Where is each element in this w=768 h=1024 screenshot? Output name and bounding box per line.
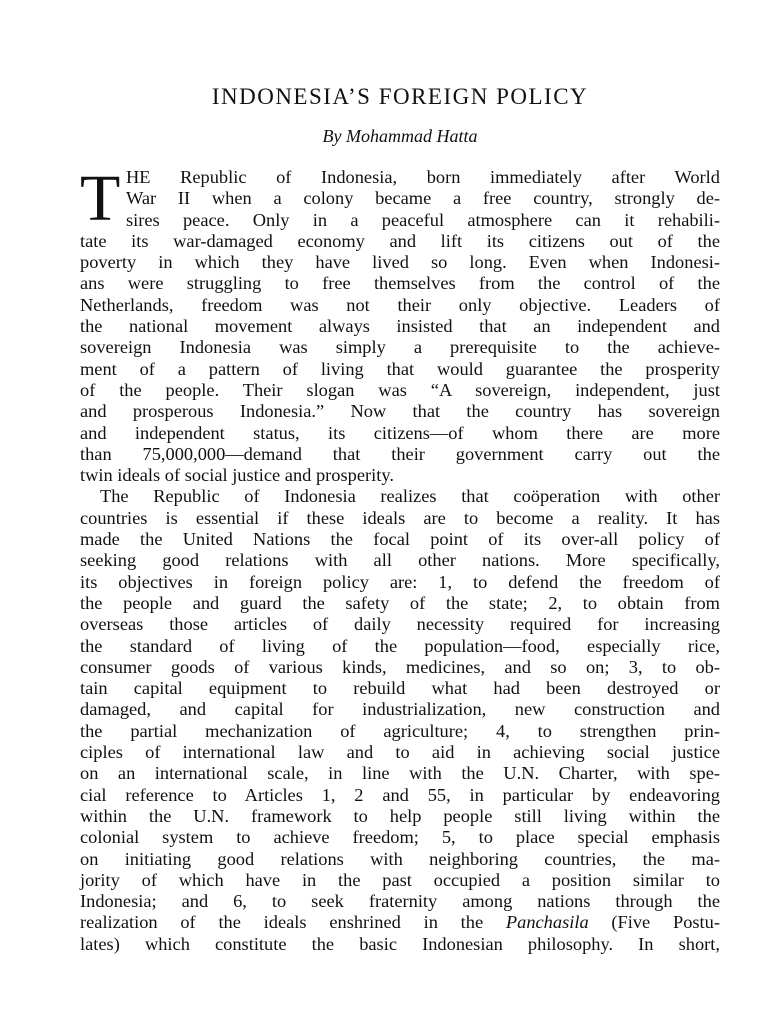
text-line: the partial mechanization of agriculture; 4, to strengthen prin-: [80, 720, 720, 741]
article-title: INDONESIA’S FOREIGN POLICY: [211, 84, 589, 109]
text-line: jority of which have in the past occupied a position similar to: [80, 869, 720, 890]
text-line: poverty in which they have lived so long. Even when Indonesi-: [80, 252, 720, 273]
text-line: War II when a colony became a free country, strongly de-: [126, 188, 720, 209]
text-line: lates) which constitute the basic Indonesian philosophy. In short,: [80, 933, 720, 954]
drop-cap: T: [80, 162, 121, 235]
text-fragment: realization of the ideals enshrined in the: [80, 912, 506, 933]
text-line: and prosperous Indonesia.” Now that the country has sovereign: [80, 401, 720, 422]
text-line: damaged, and capital for industrialization, new construction and: [80, 699, 720, 720]
paragraph-2: [80, 486, 720, 955]
text-line: The Republic of Indonesia realizes that coöperation with other: [100, 486, 720, 507]
text-line: on initiating good relations with neighboring countries, the ma-: [80, 848, 720, 869]
text-line: sovereign Indonesia was simply a prerequisite to the achieve-: [80, 337, 720, 358]
text-line: the people and guard the safety of the state; 2, to obtain from: [80, 592, 720, 613]
text-line: ciples of international law and to aid in achieving social justice: [80, 742, 720, 763]
text-line: tate its war-damaged economy and lift its citizens out of the: [80, 230, 720, 251]
text-line: countries is essential if these ideals are to become a reality. It has: [80, 507, 720, 528]
text-line: its objectives in foreign policy are: 1, to defend the freedom of: [80, 571, 720, 592]
document-page: [80, 82, 720, 955]
text-line: the national movement always insisted that an independent and: [80, 316, 720, 337]
text-line: twin ideals of social justice and prosperity.: [80, 465, 394, 486]
text-line: tain capital equipment to rebuild what had been destroyed or: [80, 678, 720, 699]
text-line: cial reference to Articles 1, 2 and 55, in particular by endeavoring: [80, 784, 720, 805]
text-line: on an international scale, in line with the U.N. Charter, with spe-: [80, 763, 720, 784]
text-line: colonial system to achieve freedom; 5, to place special emphasis: [80, 827, 720, 848]
article-body: [80, 162, 720, 955]
article-byline: By Mohammad Hatta: [322, 126, 478, 146]
text-line: seeking good relations with all other nations. More specifically,: [80, 550, 720, 571]
text-fragment: (Five Postu-: [588, 912, 720, 933]
text-line: sires peace. Only in a peaceful atmosphere can it rehabili-: [126, 209, 720, 230]
paragraph-1: [80, 162, 720, 486]
text-line: ment of a pattern of living that would guarantee the prosperity: [80, 358, 720, 379]
text-line: and independent status, its citizens—of whom there are more: [80, 422, 720, 443]
text-line: HE Republic of Indonesia, born immediately after World: [126, 167, 720, 187]
text-line: Netherlands, freedom was not their only objective. Leaders of: [80, 294, 720, 315]
text-line: [80, 912, 720, 933]
italic-term: Panchasila: [505, 912, 589, 933]
text-line: than 75,000,000—demand that their government carry out the: [80, 443, 720, 464]
text-line: made the United Nations the focal point of its over-all policy of: [80, 529, 720, 550]
text-line: Indonesia; and 6, to seek fraternity among nations through the: [80, 891, 720, 912]
text-line: the standard of living of the population—food, especially rice,: [80, 635, 720, 656]
text-line: consumer goods of various kinds, medicines, and so on; 3, to ob-: [80, 656, 720, 677]
text-line: of the people. Their slogan was “A sovereign, independent, just: [80, 379, 720, 400]
text-line: overseas those articles of daily necessity required for increasing: [80, 614, 720, 635]
text-line: ans were struggling to free themselves from the control of the: [80, 273, 720, 294]
text-line: within the U.N. framework to help people still living within the: [80, 805, 720, 826]
